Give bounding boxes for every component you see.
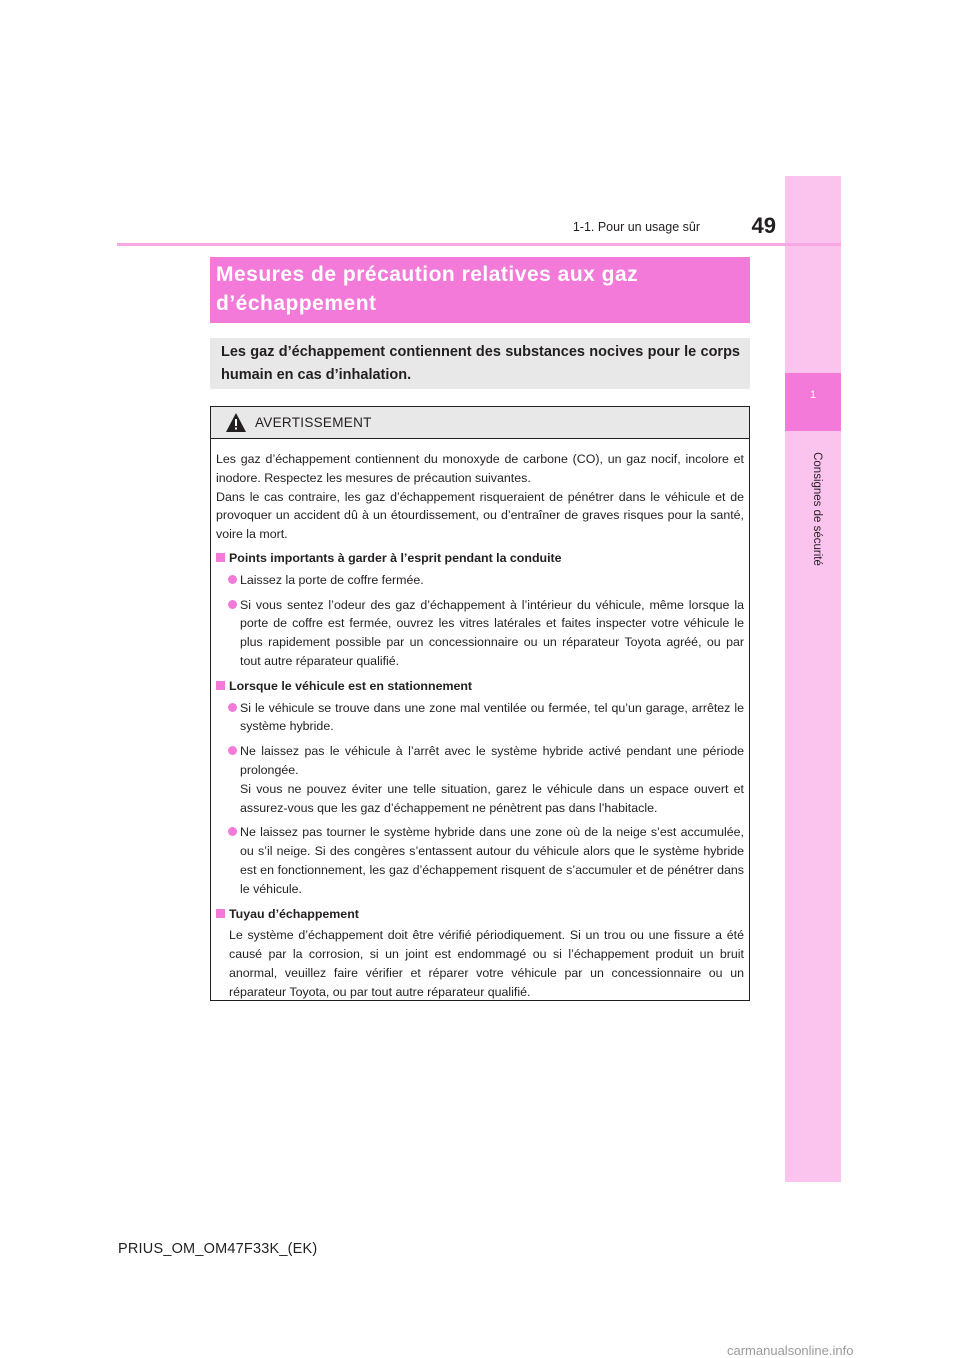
list-item <box>216 596 744 671</box>
section-heading-exhaust-pipe <box>216 905 744 924</box>
square-bullet-icon <box>216 681 225 690</box>
square-bullet-icon <box>216 909 225 918</box>
exhaust-pipe-text: Le système d’échappement doit être vérifié périodiquement. Si un trou ou une fissure a été causé par la corrosion, si un joint est endommagé ou si l’échappement produit un bruit anormal, veuillez faire vérifier et réparer votre véhicule par un concessionnaire ou un réparateur Toyota, ou par tout autre réparateur qualifié. <box>229 928 744 999</box>
page-number: 49 <box>751 213 776 238</box>
list-item-text: Si vous sentez l’odeur des gaz d’échappement à l’intérieur du véhicule, même lorsque la porte de coffre est fermée, ouvrez les vitres latérales et faites inspecter votre véhicule le plus rapidement possible par un concessionnaire ou un réparateur Toyota agréé, ou par tout autre réparateur qualifié. <box>240 597 744 668</box>
watermark: carmanualsonline.info <box>727 1343 854 1358</box>
warning-header <box>211 407 749 439</box>
list-item <box>216 742 744 817</box>
list-item-text: Ne laissez pas tourner le système hybride dans une zone où de la neige s’est accumulée, ou s’il neige. Si des congères s’entassent autour du véhicule alors que le système hybride est en fonctionnement, les gaz d’échappement risquent de s’accumuler et de pénétrer dans le véhicule. <box>240 825 744 896</box>
list-item-text: Ne laissez pas le véhicule à l’arrêt avec le système hybride activé pendant une période prolongée. <box>240 744 744 777</box>
list-item-text: Si vous ne pouvez éviter une telle situation, garez le véhicule dans un espace ouvert et assurez-vous que les gaz d’échappement ne pénètrent pas dans l’habitacle. <box>240 781 744 815</box>
bullet-dot-icon <box>228 746 237 755</box>
bullet-dot-icon <box>228 703 237 712</box>
document-code: PRIUS_OM_OM47F33K_(EK) <box>118 1241 318 1257</box>
section-heading-driving <box>216 549 744 568</box>
section-heading-parking <box>216 677 744 696</box>
bullet-dot-icon <box>228 827 237 836</box>
chapter-number: 1 <box>809 389 817 401</box>
header-divider <box>117 243 841 246</box>
chapter-side-tab <box>785 176 841 1182</box>
bullet-dot-icon <box>228 600 237 609</box>
list-item-text: Laissez la porte de coffre fermée. <box>240 572 424 587</box>
section-heading-parking-text: Lorsque le véhicule est en stationnement <box>229 678 473 693</box>
page-title-line2: d’échappement <box>216 292 377 315</box>
list-item-text: Si le véhicule se trouve dans une zone mal ventilée ou fermée, tel qu’un garage, arrêtez le système hybride. <box>240 700 744 734</box>
chapter-tab-active[interactable] <box>785 373 841 431</box>
section-reference: 1-1. Pour un usage sûr <box>572 220 700 234</box>
page-title-line1: Mesures de précaution relatives aux gaz <box>216 263 639 286</box>
bullet-dot-icon <box>228 575 237 584</box>
list-item <box>216 823 744 898</box>
warning-intro-paragraph-2: Dans le cas contraire, les gaz d’échappement risqueraient de pénétrer dans le véhicule et de provoquer un accident dû à un étourdissement, ou d’entraîner de graves risques pour la santé, voire la mort. <box>216 489 744 542</box>
list-item <box>216 571 744 590</box>
warning-title: AVERTISSEMENT <box>255 415 372 430</box>
section-heading-driving-text: Points importants à garder à l’esprit pendant la conduite <box>229 550 562 565</box>
warning-box <box>210 406 750 1001</box>
page-title <box>216 260 746 318</box>
intro-text: Les gaz d’échappement contiennent des substances nocives pour le corps humain en cas d’inhalation. <box>221 344 740 383</box>
section-heading-exhaust-pipe-text: Tuyau d’échappement <box>229 906 359 921</box>
chapter-label: Consignes de sécurité <box>811 452 823 566</box>
square-bullet-icon <box>216 553 225 562</box>
list-item <box>216 699 744 737</box>
warning-body <box>216 450 744 1002</box>
warning-intro-paragraph-1: Les gaz d’échappement contiennent du monoxyde de carbone (CO), un gaz nocif, incolore et inodore. Respectez les mesures de précaution suivantes. <box>216 452 744 485</box>
warning-triangle-icon <box>225 412 247 433</box>
